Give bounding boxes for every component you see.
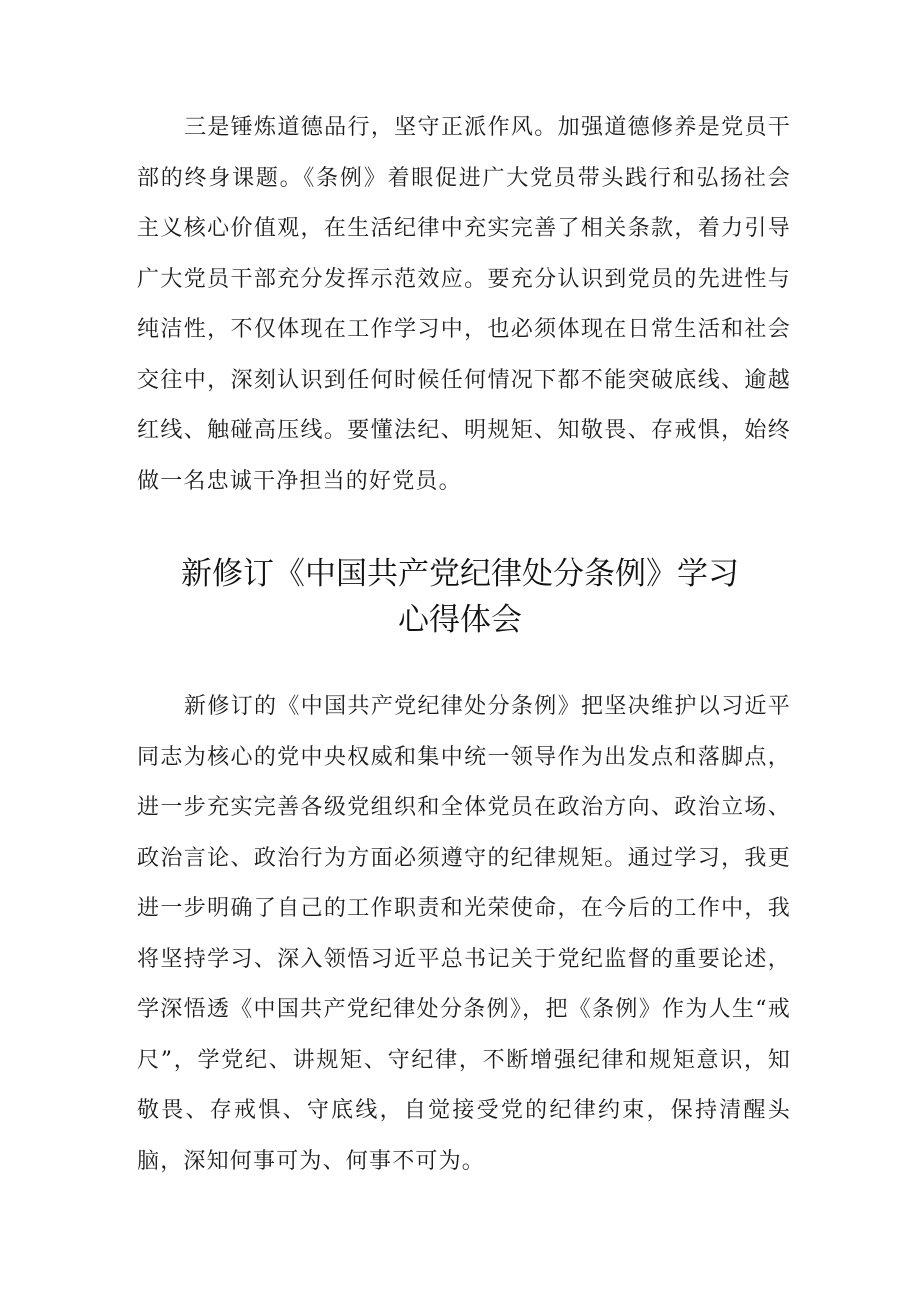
article-title-line-2: 心得体会	[398, 602, 522, 638]
body-paragraph-study-reflection: 新修订的《中国共产党纪律处分条例》把坚决维护以习近平同志为核心的党中央权威和集中统一领导作为出发点和落脚点，进一步充实完善各级党组织和全体党员在政治方向、政治立场、政治言论、政治行为方面必须遵守的纪律规矩。通过学习，我更进一步明确了自己的工作职责和光荣使命，在今后的工作中，我将坚持学习、深入领悟习近平总书记关于党纪监督的重要论述，学深悟透《中国共产党纪律处分条例》，把《条例》作为人生“戒尺”，学党纪、讲规矩、守纪律，不断增强纪律和规矩意识，知敬畏、存戒惧、守底线，自觉接受党的纪律约束，保持清醒头脑，深知何事可为、何事不可为。	[137, 694, 791, 1174]
article-title-line-1: 新修订《中国共产党纪律处分条例》学习	[181, 556, 739, 592]
article-title	[120, 551, 800, 643]
body-paragraph-moral-conduct: 三是锤炼道德品行，坚守正派作风。加强道德修养是党员干部的终身课题。《条例》着眼促进广大党员带头践行和弘扬社会主义核心价值观，在生活纪律中充实完善了相关条款，着力引导广大党员干部充分发挥示范效应。要充分认识到党员的先进性与纯洁性，不仅体现在工作学习中，也必须体现在日常生活和社会交往中，深刻认识到任何时候任何情况下都不能突破底线、逾越红线、触碰高压线。要懂法纪、明规矩、知敬畏、存戒惧，始终做一名忠诚干净担当的好党员。	[137, 115, 791, 494]
